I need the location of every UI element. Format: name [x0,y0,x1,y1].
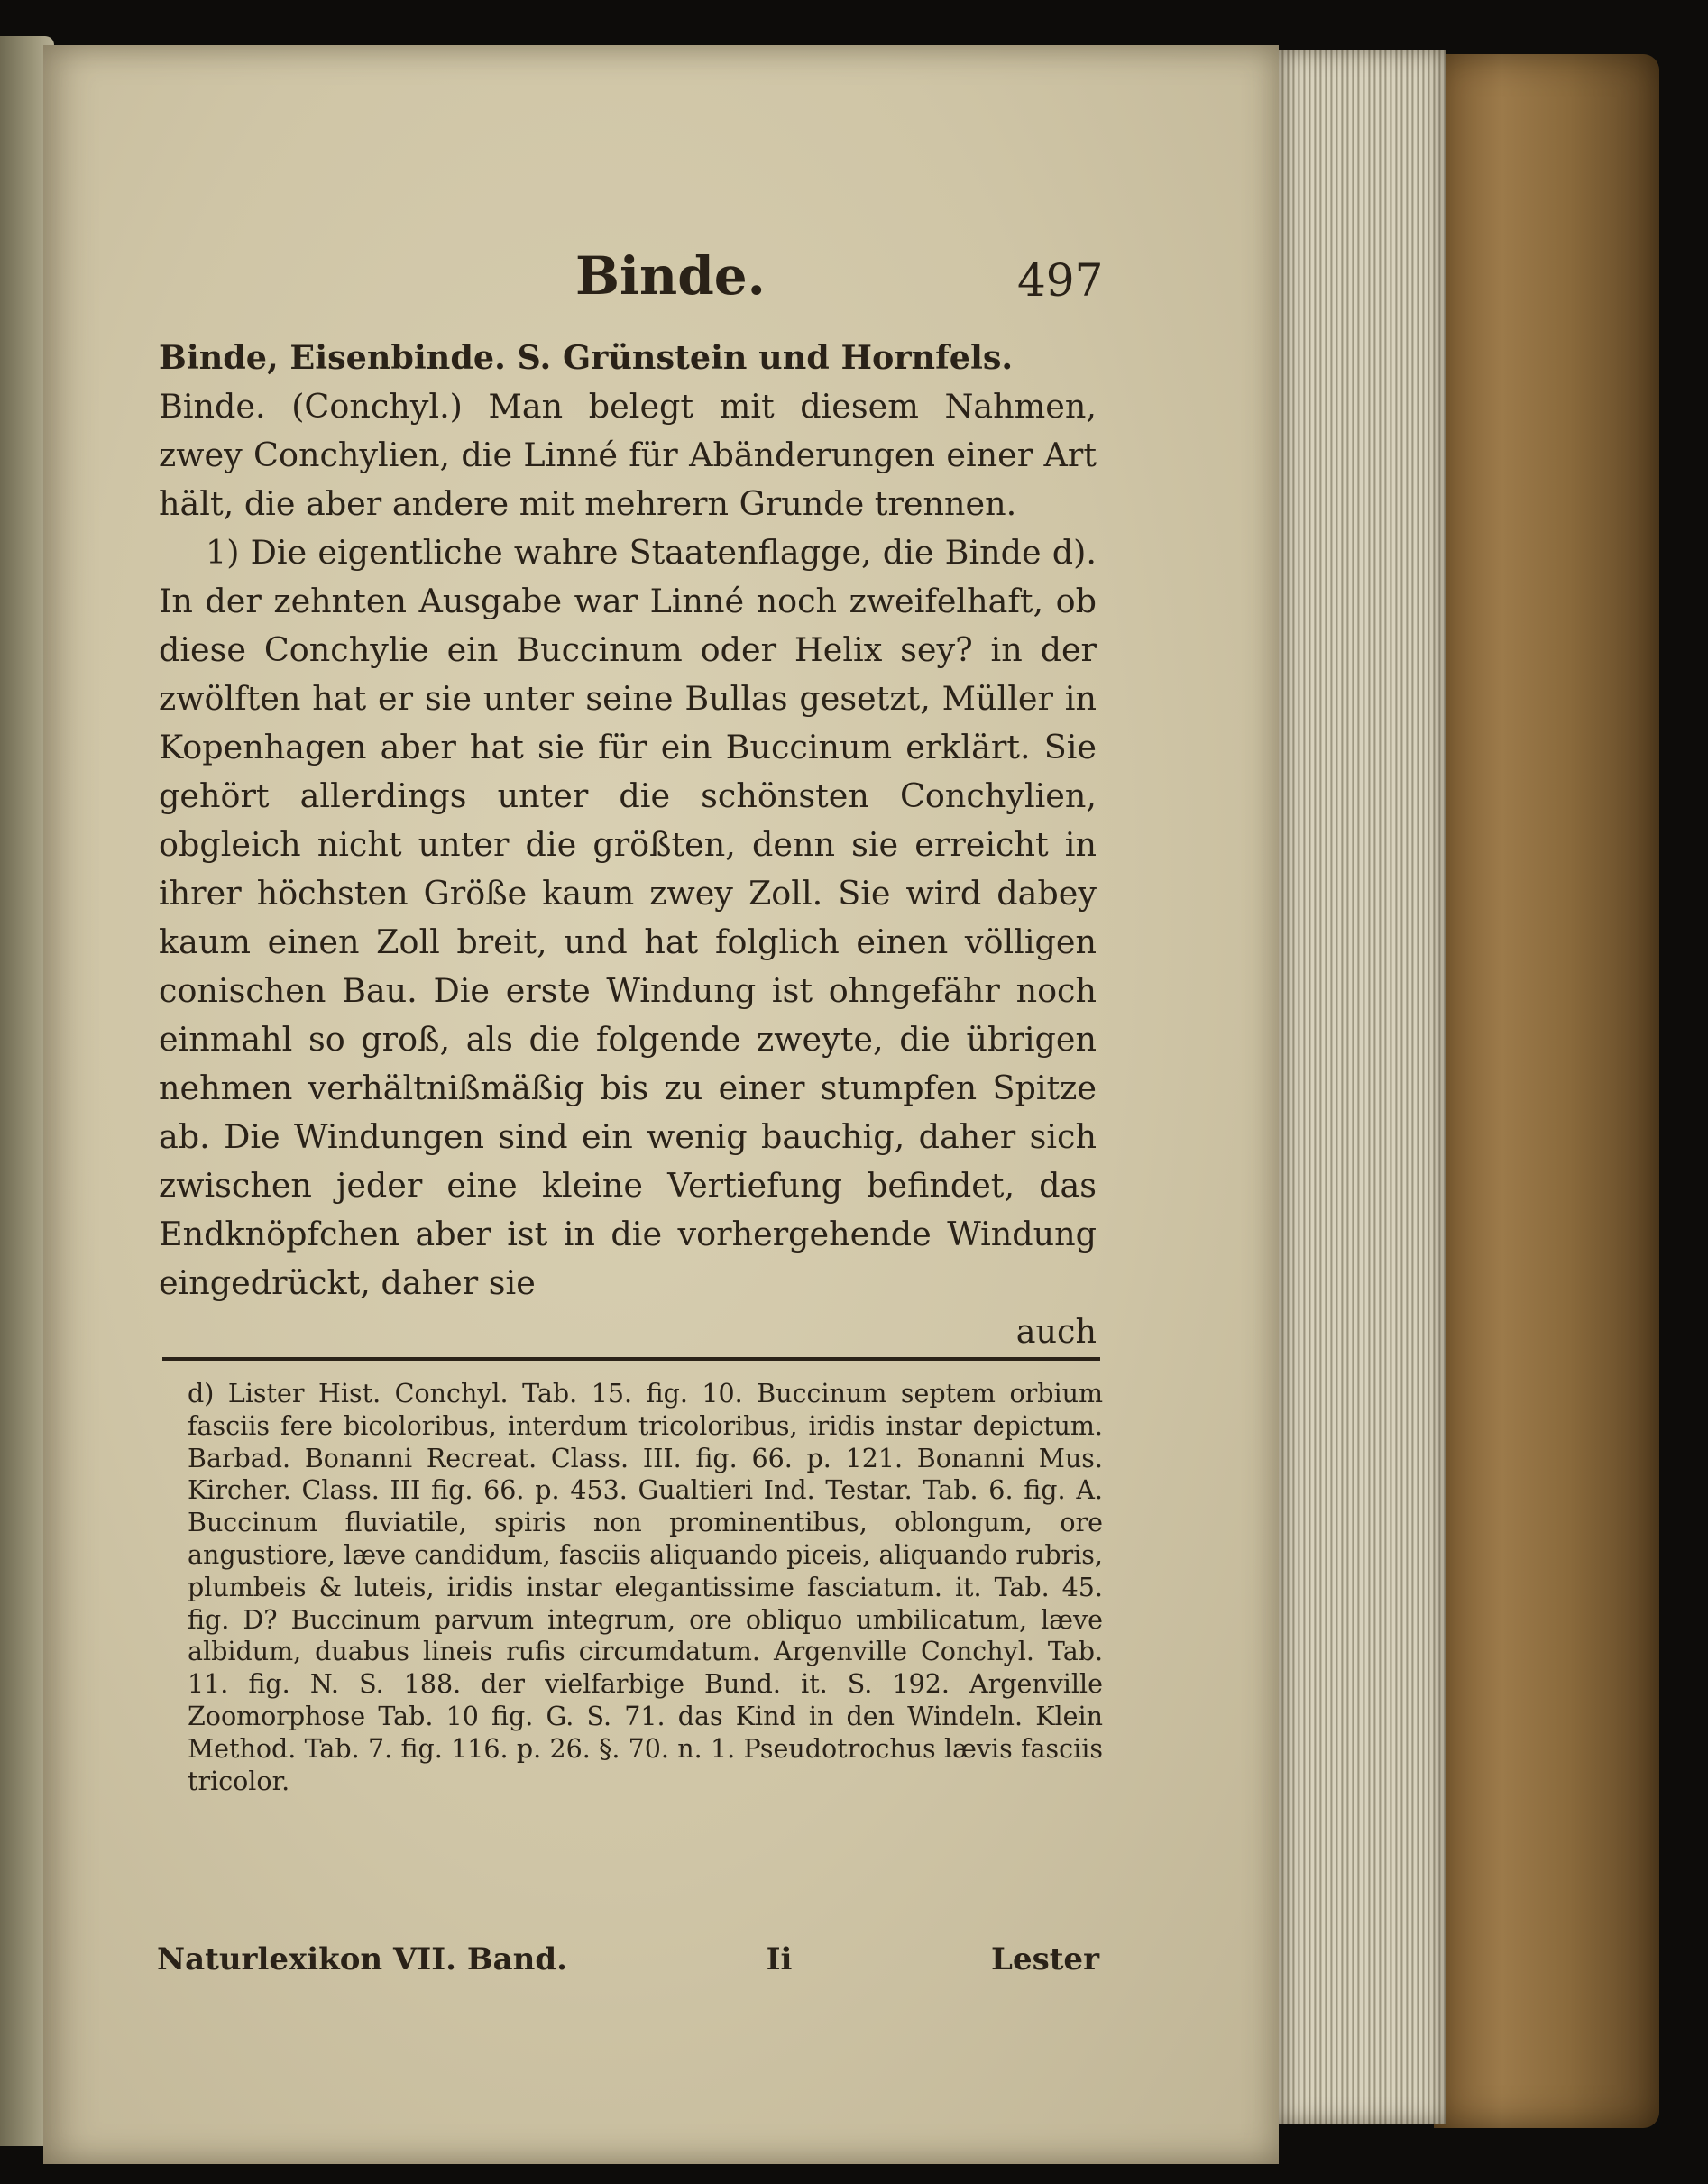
book-page [43,45,1279,2164]
catchword: auch [1015,1312,1097,1351]
signature-line [157,1941,1099,1978]
entry-paragraph: 1) Die eigentliche wahre Staatenflagge, die Binde d). In der zehnten Ausgabe war Linné noch zweifelhaft, ob diese Conchylie ein Buccinum oder Helix sey? in der zwölften hat er sie unter seine Bullas gesetzt, Müller in Kopenhagen aber hat sie für ein Buccinum erklärt. Sie gehört allerdings unter die schönsten Conchylien, obgleich nicht unter die größten, denn sie erreicht in ihrer höchsten Größe kaum zwey Zoll. Sie wird dabey kaum einen Zoll breit, und hat folglich einen völligen conischen Bau. Die erste Windung ist ohngefähr noch einmahl so groß, als die folgende zweyte, die übrigen nehmen verhältnißmäßig bis zu einer stumpfen Spitze ab. Die Windungen sind ein wenig bauchig, daher sich zwischen jeder eine kleine Vertiefung befindet, das Endknöpfchen aber ist in die vorhergehende Windung eingedrückt, daher sie [159,533,1097,1302]
signature-mark: Ii [766,1941,793,1978]
footnotes [188,1378,1103,1797]
footnote-rule [162,1357,1100,1361]
main-text [159,334,1097,1356]
volume-line: Naturlexikon VII. Band. [157,1941,567,1978]
entry-paragraph: Binde. (Conchyl.) Man belegt mit diesem Nahmen, zwey Conchylien, die Linné für Abänderungen einer Art hält, die aber andere mit mehrern Grunde trennen. [159,387,1097,523]
page-number: 497 [1017,254,1104,307]
page-block-edges [1279,50,1446,2124]
book-cover [1434,54,1659,2128]
footnote-d: d) Lister Hist. Conchyl. Tab. 15. fig. 10. Buccinum septem orbium fasciis fere bicoloribus, interdum tricoloribus, iridis instar depictum. Barbad. Bonanni Recreat. Class. III. fig. 66. p. 121. Bonanni Mus. Kircher. Class. III fig. 66. p. 453. Gualtieri Ind. Testar. Tab. 6. fig. A. Buccinum fluviatile, spiris non prominentibus, oblongum, ore angustiore, læve candidum, fasciis aliquando piceis, aliquando rubris, plumbeis & luteis, iridis instar elegantissime fasciatum. it. Tab. 45. fig. D? Buccinum parvum integrum, ore obliquo umbilicatum, læve albidum, duabus lineis rufis circumdatum. Argenville Conchyl. Tab. 11. fig. N. S. 188. der vielfarbige Bund. it. S. 192. Argenville Zoomorphose Tab. 10 fig. G. S. 71. das Kind in den Windeln. Klein Method. Tab. 7. fig. 116. p. 26. §. 70. n. 1. Pseudotrochus lævis fasciis tricolor. [188,1379,1103,1796]
running-title: Binde. [575,245,766,307]
entry-paragraph: Binde, Eisenbinde. S. Grünstein und Hornfels. [159,338,1014,377]
signature-catchword: Lester [991,1941,1099,1978]
